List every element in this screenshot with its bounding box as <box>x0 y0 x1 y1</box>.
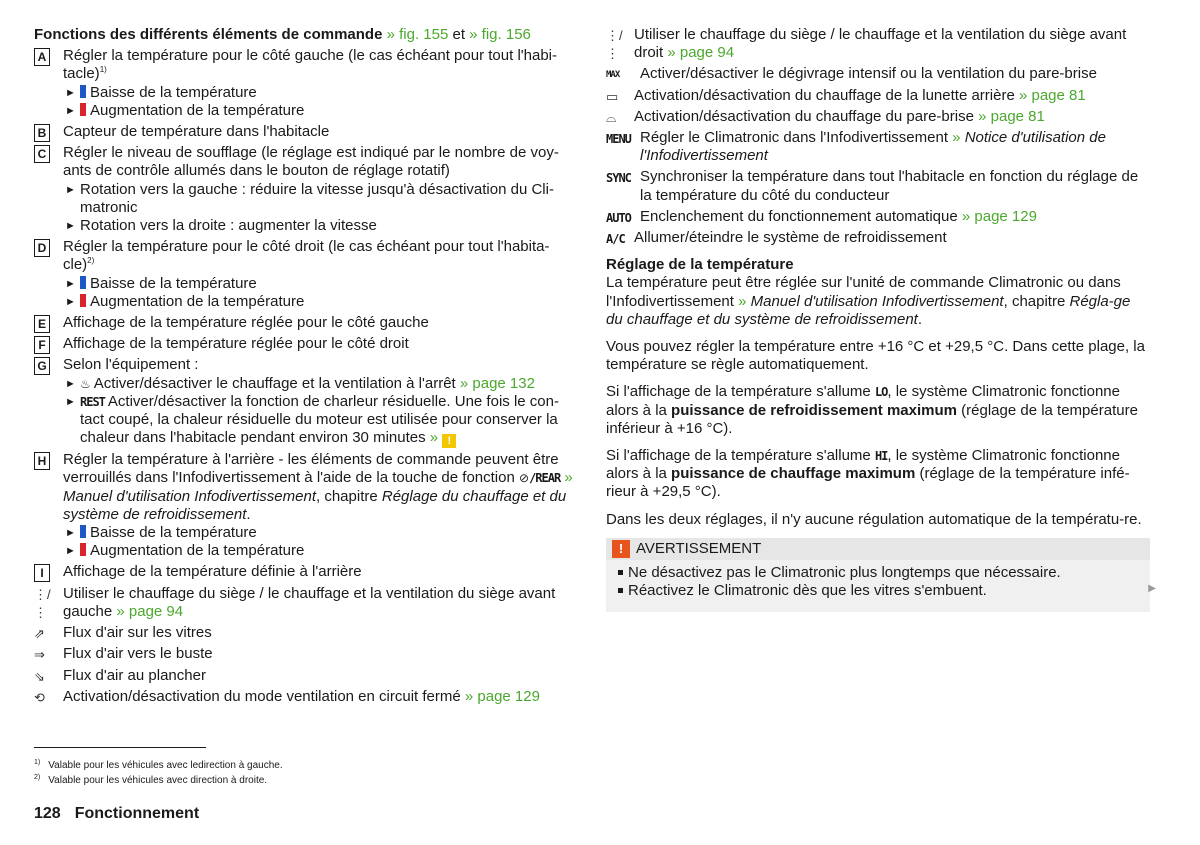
label-d: D <box>34 239 50 257</box>
left-column <box>34 26 578 709</box>
item-e: E Affichage de la température réglée pour le côté gauche <box>34 314 578 332</box>
item-menu: MENU Régler le Climatronic dans l'Infodivertissement » Notice d'utilisation de l'Infodivertissement <box>606 129 1106 165</box>
footnotes <box>34 747 283 788</box>
arrow-icon: ► <box>65 86 76 99</box>
label-c: C <box>34 145 50 163</box>
page-129-link[interactable]: » page 129 <box>961 207 1037 225</box>
manual-link[interactable]: » <box>738 292 747 310</box>
page-number: 128 <box>34 805 61 822</box>
item-auto: AUTO Enclenchement du fonctionnement automatique » page 129 <box>606 208 1150 226</box>
paragraph-4: Si l'affichage de la température s'allume HI, le système Climatronic fonctionne alors à la puissance de chauffage maximum (réglage de la température infé-rieur à +29,5 °C). <box>606 447 1130 501</box>
blue-flag-icon <box>80 85 86 98</box>
item-d: D Régler la température pour le côté droit (le cas échéant pour tout l'habita-cle)$^{2)}$ ► Baisse de la température ► Augmentation de la température <box>34 238 578 311</box>
item-rear-window: ▭ Activation/désactivation du chauffage de la lunette arrière » page 81 <box>606 87 1150 105</box>
arrow-icon: ► <box>65 104 76 117</box>
item-a: A Régler la température pour le côté gauche (le cas échéant pour tout l'habi-tacle)$^{1)}$ ► Baisse de la température ► Augmentation de la température <box>34 47 578 120</box>
section-name: Fonctionnement <box>74 805 200 822</box>
lo-code: LO <box>874 385 888 400</box>
item-ac: A/C Allumer/éteindre le système de refroidissement <box>606 229 1150 247</box>
seat-heating-icon: ⋮/⋮ <box>34 586 51 620</box>
rear-window-heating-icon: ▭ <box>606 88 619 104</box>
label-g: G <box>34 357 50 375</box>
page-132-link[interactable]: » page 132 <box>459 374 535 392</box>
manual-link[interactable]: » <box>564 469 573 487</box>
rear-code: /REAR <box>529 471 561 486</box>
airflow-floor-icon: ⇘ <box>34 668 45 684</box>
arrow-icon: ► <box>65 295 76 308</box>
notice-link[interactable]: » <box>952 129 961 147</box>
item-sync: SYNC Synchroniser la température dans tout l'habitacle en fonction du réglage de la température du côté du conducteur <box>606 168 1139 204</box>
seat-heating-icon: ⋮/⋮ <box>606 28 623 62</box>
blue-flag-icon <box>80 525 86 538</box>
item-seat-left: ⋮/⋮ Utiliser le chauffage du siège / le chauffage et la ventilation du siège avant gauche » page 94 <box>34 585 578 621</box>
page-footer <box>34 805 199 823</box>
item-air-chest: ⇒ Flux d'air vers le buste <box>34 645 578 663</box>
continue-arrow-icon: ▶ <box>1148 583 1156 595</box>
sub-decrease: ► Baisse de la température <box>65 83 257 101</box>
sub-increase: ► Augmentation de la température <box>65 101 305 119</box>
rest-code: REST <box>80 394 105 409</box>
bullet-icon <box>618 570 623 575</box>
hi-code: HI <box>874 449 888 464</box>
fig-156-link[interactable]: » fig. 156 <box>469 26 531 43</box>
arrow-icon: ► <box>65 395 76 408</box>
sub-residual-heat: ► REST Activer/désactiver la fonction de charleur résiduelle. Une fois le con-tact coupé, la chaleur résiduelle du moteur est utilisée pour conserver la chaleur dans l'habitacle pendant environ 30 minutes » ! <box>65 392 559 448</box>
warning-item: Réactivez le Climatronic dès que les vitres s'embuent. <box>606 582 1150 600</box>
red-flag-icon <box>80 543 86 556</box>
item-air-windows: ⇗ Flux d'air sur les vitres <box>34 624 578 642</box>
bullet-icon <box>618 588 623 593</box>
arrow-icon: ► <box>65 183 76 196</box>
paragraph-5: Dans les deux réglages, il n'y aucune régulation automatique de la températu-re. <box>606 510 1142 528</box>
max-code: MAX <box>606 70 620 81</box>
auto-code: AUTO <box>606 210 631 225</box>
footnote-2: $^{2)}$ Valable pour les véhicules avec direction à droite. <box>34 773 268 786</box>
page-81-link[interactable]: » page 81 <box>1018 86 1086 104</box>
label-e: E <box>34 315 50 333</box>
airflow-windows-icon: ⇗ <box>34 626 45 642</box>
sub-parking-heat: ► ♨ Activer/désactiver le chauffage et la ventilation à l'arrêt » page 132 <box>65 374 535 392</box>
right-column <box>606 26 1156 612</box>
item-max-defrost: MAX Activer/désactiver le dégivrage intensif ou la ventilation du pare-brise <box>606 65 1150 83</box>
blue-flag-icon <box>80 276 86 289</box>
paragraph-2: Vous pouvez régler la température entre +16 °C et +29,5 °C. Dans cette plage, la température se règle automatiquement. <box>606 338 1145 374</box>
warning-item: Ne désactivez pas le Climatronic plus longtemps que nécessaire. <box>606 564 1150 582</box>
sub-rotate-left: ► Rotation vers la gauche : réduire la vitesse jusqu'à désactivation du Cli-matronic <box>65 180 554 216</box>
warning-box <box>606 538 1156 613</box>
item-f: F Affichage de la température réglée pour le côté droit <box>34 335 578 353</box>
arrow-icon: ► <box>65 220 76 233</box>
item-recirculation: ⟲ Activation/désactivation du mode ventilation en circuit fermé » page 129 <box>34 688 578 706</box>
label-b: B <box>34 124 50 142</box>
arrow-icon: ► <box>65 377 76 390</box>
arrow-icon: ► <box>65 277 76 290</box>
page-81-link[interactable]: » page 81 <box>978 107 1045 125</box>
paragraph-1: La température peut être réglée sur l'unité de commande Climatronic ou dans l'Infodivertissement » Manuel d'utilisation Infodivertissement, chapitre Régla-ge du chauffage et du système de refroidissement. <box>606 274 1131 328</box>
red-flag-icon <box>80 294 86 307</box>
airflow-chest-icon: ⇒ <box>34 647 45 663</box>
item-b: B Capteur de température dans l'habitacle <box>34 123 578 141</box>
parking-heating-icon: ♨ <box>80 376 91 391</box>
page-129-link[interactable]: » page 129 <box>464 687 540 705</box>
label-f: F <box>34 336 50 354</box>
arrow-icon: ► <box>65 527 76 540</box>
item-i: I Affichage de la température définie à l'arrière <box>34 563 578 581</box>
item-h: H Régler la température à l'arrière - les éléments de commande peuvent être verrouillés dans l'Infodivertissement à l'aide de la touche de fonction ⊘/REAR » Manuel d'utilisation Infodivertissement, chapitre Réglage du chauffage et du système de refroidissement. ► Baisse de la température ► Augmentation de la température <box>34 451 578 560</box>
ac-code: A/C <box>606 232 625 247</box>
sub-decrease: ► Baisse de la température <box>65 524 257 542</box>
sync-code: SYNC <box>606 171 631 186</box>
footnote-divider <box>34 747 206 748</box>
caution-icon: ! <box>442 434 456 448</box>
sub-increase: ► Augmentation de la température <box>65 542 305 560</box>
warning-link[interactable]: » <box>429 429 439 447</box>
item-air-floor: ⇘ Flux d'air au plancher <box>34 667 578 685</box>
recirculation-icon: ⟲ <box>34 689 45 705</box>
label-a: A <box>34 48 50 66</box>
label-i: I <box>34 564 50 582</box>
warning-icon: ! <box>612 540 630 558</box>
arrow-icon: ► <box>65 545 76 558</box>
label-h: H <box>34 452 50 470</box>
sub-increase: ► Augmentation de la température <box>65 292 305 310</box>
sub-decrease: ► Baisse de la température <box>65 274 257 292</box>
sub-rotate-right: ► Rotation vers la droite : augmenter la vitesse <box>65 217 377 235</box>
item-seat-right: ⋮/⋮ Utiliser le chauffage du siège / le chauffage et la ventilation du siège avant droit » page 94 <box>606 26 1150 62</box>
controls-heading: Fonctions des différents éléments de commande » fig. 155 et » fig. 156 <box>34 26 531 43</box>
footnote-1: $^{1)}$ Valable pour les véhicules avec ledirection à gauche. <box>34 758 283 771</box>
fig-155-link[interactable]: » fig. 155 <box>386 26 449 43</box>
menu-code: MENU <box>606 132 631 147</box>
item-g: G Selon l'équipement : ► ♨ Activer/désactiver le chauffage et la ventilation à l'arrêt » page 132 ► REST Activer/désactiver la fonction de charleur résiduelle. Une fois le con-tact coupé, la chaleur résiduelle du moteur est utilisée pour conserver la chaleur dans l'habitacle pendant environ 30 minutes » ! <box>34 356 578 448</box>
red-flag-icon <box>80 103 86 116</box>
page-94-link[interactable]: » page 94 <box>116 602 184 620</box>
section-title: Réglage de la température <box>606 256 794 274</box>
steering-wheel-icon: ⊘ <box>519 471 530 486</box>
paragraph-3: Si l'affichage de la température s'allume LO, le système Climatronic fonctionne alors à la puissance de refroidissement maximum (réglage de la température inférieur à +16 °C). <box>606 383 1138 437</box>
item-c: C Régler le niveau de soufflage (le réglage est indiqué par le nombre de voy-ants de contrôle allumés dans le bouton de réglage rotatif) ► Rotation vers la gauche : réduire la vitesse jusqu'à désactivation du Cli-matronic ► Rotation vers la droite : augmenter la vitesse <box>34 144 578 235</box>
windscreen-heating-icon: ⌓ <box>606 109 617 125</box>
item-windscreen: ⌓ Activation/désactivation du chauffage du pare-brise » page 81 <box>606 108 1150 126</box>
warning-header: ! AVERTISSEMENT <box>606 538 1150 560</box>
page-94-link[interactable]: » page 94 <box>667 44 735 62</box>
